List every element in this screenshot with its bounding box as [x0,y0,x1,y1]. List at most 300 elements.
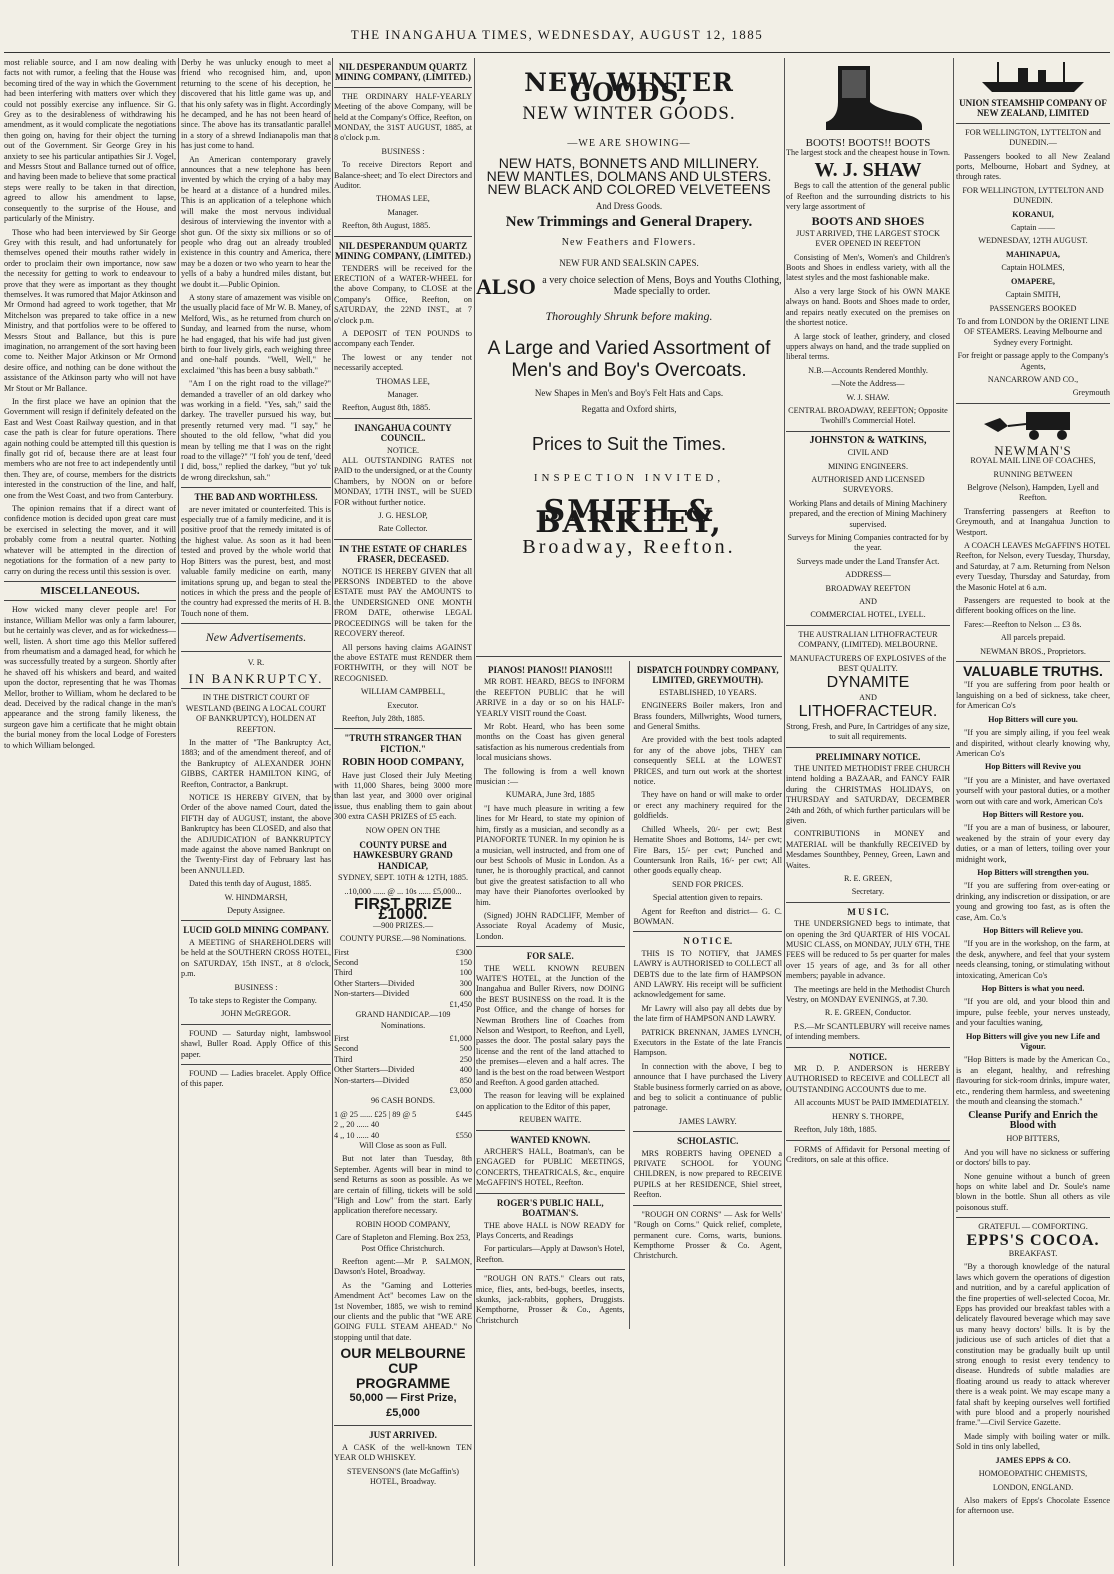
column-rule [178,58,179,1566]
notice-text: GRATEFUL — COMFORTING. [978,1222,1088,1232]
divider [476,1130,625,1131]
signature: R. E. GREEN, [844,873,892,883]
article-paragraph: An American contemporary gravely announces that a new telephone has been invented by which the crying of a baby may be heard at a distance of a hundred miles. This is an application of a telephone which will make the most nervous individual desirous of interviewing the inventor with a shot gun. Of the sixty six millions or so of people who drag out an already troubled existence in this country and America, there may be a dozen or two who yearn to hear the yells of a baby a hundred miles distant, but we doubt it.—Public Opinion. [181,154,331,289]
notice-text: THE UNITED METHODIST FREE CHURCH intend holding a BAZAAR, and FANCY FAIR during the CHRISTMAS HOLIDAYS, on THURSDAY and SATURDAY, DECEMBER 24th and 26th, of which further particulars will be given. [786,763,950,825]
lithofracteur-heading: LITHOFRACTEUR. [798,703,938,721]
scholastic-heading: SCHOLASTIC. [677,1136,739,1147]
hop-bitters-line: Hop Bitters will strengthen you. [977,867,1089,877]
ad-line: Regatta and Oxford shirts, [581,404,677,415]
divider [334,1425,472,1426]
notice-text: But not later than Tuesday, 8th September. Agents will bear in mind to send Returns as soon as possible. As we are certain of filling, tickets will be sold "High and Low" from the start. Early application therefore necessary. [334,1154,472,1216]
notice-text: NOTICE IS HEREBY GIVEN that all PERSONS INDEBTED to the above ESTATE must PAY the AMOUNTS to the UNDERSIGNED ONE MONTH FROM DATE, otherwise LEGAL PROCEEDINGS will be taken for the RECOVERY thereof. [334,566,472,639]
notice-text: Transferring passengers at Reefton to Greymouth, and at Inangahua Junction to Westport. [956,506,1110,537]
divider [786,431,950,432]
court-heading: IN THE DISTRICT COURT OF WESTLAND (BEING A LOCAL COURT OF BANKRUPTCY), HOLDEN AT REEFTON. [185,693,327,734]
notice-text: Also makers of Epps's Chocolate Essence for afternoon use. [956,1495,1110,1516]
notice-text: All accounts MUST be PAID IMMEDIATELY. [794,1098,950,1108]
newman-heading: NEWMAN'S [994,442,1072,458]
table-row [334,1065,472,1075]
notice-text: "If you are suffering from over-eating or drinking, any indiscretion or dissipation, or are young and growing too fast, as is often the case, Am. Co.'s [956,881,1110,922]
melbourne-cup-programme: PROGRAMME [355,1375,451,1392]
notice-text: CIVIL AND [847,448,889,458]
ad-line: New Shapes in Men's and Boy's Felt Hats and Caps. [534,387,724,398]
notice-text: A COACH LEAVES McGAFFIN'S HOTEL Reefton, for Nelson, every Tuesday, Thursday, and Saturday, at 7 a.m. Returning from Nelson every Tuesday, Thursday and Saturday, from the Masonic Hotel at 6 a.m. [956,541,1110,592]
notice-text: Surveys for Mining Companies contracted for by the year. [787,533,949,553]
melbourne-cup-heading: OUR MELBOURNE CUP [340,1345,466,1377]
county-purse-table [334,948,472,1000]
divider [633,1205,782,1206]
divider [181,1024,331,1025]
county-council-heading: INANGAHUA COUNTY COUNCIL. [354,422,452,444]
notice-text: Passengers are requested to book at the different booking offices on the line. [956,596,1110,616]
notice-text: PATRICK BRENNAN, JAMES LYNCH, Executors in the Estate of the late Francis Hampson. [633,1027,782,1058]
column-rule [629,661,630,1329]
table-total: £1,450 [449,999,472,1009]
notice-text: The meetings are held in the Methodist Church Vestry, on MONDAY EVENINGS, at 7.30. [786,984,950,1005]
ad-also-label: ALSO [476,273,536,299]
table-cell-label: Third [334,1054,353,1064]
table-row [334,1034,472,1044]
notice-text: ESTABLISHED, 10 YEARS. [659,687,757,697]
notice-text: RUNNING BETWEEN [993,469,1073,479]
table-row [334,948,472,958]
notice-text: THE UNDERSIGNED begs to intimate, that on opening the 3rd QUARTER of HIS VOCAL MUSIC CLASS, on MONDAY, JULY 6TH, THE FEES will be reduced to 5s per quarter for males over 15 years of age, and 3s for all other members; payable in advance. [786,919,950,981]
heading-bad-and-worthless: THE BAD AND WORTHLESS. [194,492,318,503]
grand-handicap-table [334,1034,472,1086]
hop-bitters-line: Hop Bitters will give you new Life and Vigour. [966,1031,1100,1052]
notice-text: A large stock of leather, grindery, and closed uppers always on hand, and the trade supplied on liberal terms. [786,331,950,362]
found-notice: FOUND — Ladies bracelet. Apply Office of this paper. [181,1068,331,1089]
notice-text: AND [859,597,877,607]
table-row [334,968,472,978]
notice-text: HOMOEOPATHIC CHEMISTS, [978,1469,1088,1479]
article-paragraph: A stony stare of amazement was visible on the usually placid face of Mr W. B. Maney, of Melford, Wis., as he returned from church on Sunday, and learned from the nurse, whom he had engaged, that his wife had just given birth to four lively girls, each weighing three and one-half pounds. "Well, Well," he exclaimed "this has been a busy sabbath." [181,292,331,375]
first-prize-heading: FIRST PRIZE £1000. [354,896,452,924]
business-label: BUSINESS : [381,146,425,156]
table-cell-label: Non-starters—Divided [334,989,410,999]
notice-text: WEDNESDAY, 12TH AUGUST. [978,236,1088,246]
signature: JAMES EPPS & CO. [995,1455,1071,1465]
dispatch-foundry-heading: DISPATCH FOUNDRY COMPANY, LIMITED, GREYMOUTH). [636,665,779,686]
signature-role: Manager. [387,207,419,217]
ship-name: OMAPERE, [1011,276,1055,286]
notice-text: A CASK of the well-known TEN YEAR OLD WHISKEY. [334,1442,472,1463]
column-3 [334,58,472,1566]
notice-text: The following is from a well known musician :— [476,766,625,787]
county-purse-heading: COUNTY PURSE and HAWKESBURY GRAND HANDICAP, [353,840,453,871]
notice-label: NOTICE. [386,445,420,455]
notice-text: "ROUGH ON RATS." Clears out rats, mice, flies, ants, bed-bugs, beetles, insects, skunks, jack-rabbits, gophers, Druggists. Kempthorne, Prosser & Co., Agents, Christchurch [476,1274,625,1325]
notice-text: Greymouth [1072,388,1110,398]
divider [181,1064,331,1065]
ad-line: Thoroughly Shrunk before making. [545,309,713,324]
notice-text: TENDERS will be received for the ERECTION of a WATER-WHEEL for the above Company, to CLOSE at the Company's Office, Reefton, on SATURDAY, the 22ND INST., at 7 o'clock p.m. [334,263,472,325]
robin-hood-heading: ROBIN HOOD COMPANY, [342,757,464,769]
masthead-rule [4,52,1110,53]
signature: JOHN McGREGOR. [221,1009,291,1019]
notice-text: ARCHER'S HALL, Boatman's, can be ENGAGED for PUBLIC MEETINGS, CONCERTS, THEATRICALS, &c., enquire McGAFFIN'S HOTEL, Reefton. [476,1147,625,1188]
table-cell-label: 2 ,, 20 ...... 40 [334,1120,380,1130]
notice-text: Strong, Fresh, and Pure, In Cartridges of any size, to suit all requirements. [786,721,950,742]
notice-text: HOP BITTERS, [1006,1134,1060,1144]
ship-name: MAHINAPUA, [1006,249,1060,259]
notice-text: "If you are simply ailing, if you feel weak and dispirited, without clearly knowing why, American Co's [956,728,1110,758]
signature: HENRY S. THORPE, [832,1111,904,1121]
ad-line: INSPECTION INVITED, [533,471,725,484]
notice-text: The largest stock and the cheapest house in Town. [786,148,950,158]
divider [786,747,950,748]
table-cell-label: Other Starters—Divided [334,978,415,988]
coach-icon [956,408,1110,442]
table-row [334,989,472,999]
ad-also-text: a very choice selection of Mens, Boys and Youths Clothing, Made specially to order. [542,275,782,297]
notice-text: Dated this tenth day of August, 1885. [189,879,312,889]
column-1 [4,58,176,1566]
table-cell-value: 250 [459,1054,472,1064]
table-row [334,1076,472,1086]
table-cell-label: Second [334,958,359,968]
table-cell-value: 600 [459,989,472,999]
notice-text: "ROUGH ON CORNS" — Ask for Wells' "Rough on Corns." Quick relief, complete, permanent cure. Corns, warts, bunions. Kempthorne Prosser & Co. Agent, Christchurch. [633,1209,782,1261]
section-heading-miscellaneous: MISCELLANEOUS. [40,584,140,597]
boot-icon [786,62,950,134]
table-row [334,1131,472,1141]
cash-bonds-label: 96 CASH BONDS. [371,1096,435,1106]
notice-text: Mr Lawry will also pay all debts due by the late firm of HAMPSON AND LAWRY. [633,1003,782,1024]
notice-text: P.S.—Mr SCANTLEBURY will receive names of intending members. [786,1021,950,1042]
table-cell-value: 100 [459,968,472,978]
notice-text: "If you are old, and your blood thin and impure, pulse feeble, your nerves unsteady, and your faculties waning, [956,997,1110,1028]
divider [181,651,331,652]
nil-desperandum-heading: NIL DESPERANDUM QUARTZ MINING COMPANY, (LIMITED.) [335,240,471,262]
ad-also-block [476,273,782,299]
notice-text: For freight or passage apply to the Company's Agents, [957,351,1109,371]
business-label: BUSINESS : [234,982,278,992]
notice-text: In connection with the above, I beg to announce that I have purchased the Livery Stable business formerly carried on as above, and beg to solicit a continuance of public patronage. [633,1061,782,1113]
table-cell-value: 150 [459,958,472,968]
divider [181,688,331,689]
notice-text: "If you are a man of business, or labourer, weakened by the strain of your every day duties, or a man of letters, toiling over your midnight work, [956,823,1110,864]
notice-text: Mr Robt. Heard, who has been some months on the Coast has given general satisfaction as his numerous credentials from local musicians shows. [476,722,625,763]
ad-subtitle: NEW WINTER GOODS. [522,102,736,124]
union-steamship-heading: UNION STEAMSHIP COMPANY OF NEW ZEALAND, LIMITED [959,98,1107,119]
divider [334,87,472,88]
ad-line: New Feathers and Flowers. [561,236,697,248]
divider [334,236,472,237]
lucid-heading: LUCID GOLD MINING COMPANY. [183,925,329,936]
signature-role: Deputy Assignee. [227,906,285,916]
notice-text: AND [859,692,877,702]
notice-date: Reefton, July 18th, 1885. [794,1125,877,1135]
for-sale-heading: FOR SALE. [526,951,574,962]
grand-handicap-label: GRAND HANDICAP.—109 Nominations. [355,1010,451,1030]
table-cell-label: Third [334,968,353,978]
divider [956,403,1110,404]
new-advertisements-heading: New Advertisements. [205,630,307,645]
ad-address: Broadway, Reefton. [522,536,736,559]
dynamite-heading: DYNAMITE [826,674,910,692]
table-cell-value: £445 [455,1109,472,1119]
notice-text: Captain —— [1011,223,1055,233]
notice-text: THE above HALL is NOW READY for Plays Concerts, and Readings [476,1220,625,1240]
notice-text: BROADWAY REEFTON [825,583,911,593]
lower-ads [476,661,782,1329]
notice-text: Belgrove (Nelson), Hampden, Lyell and Reefton. [967,482,1099,503]
notice-text: Consisting of Men's, Women's and Children's Boots and Shoes in endless variety, with all the latest styles and the most fashionable make. [786,252,950,283]
boots-heading: BOOTS! BOOTS!! BOOTS [805,137,931,149]
notice-text: "I have much pleasure in writing a few lines for Mr Heard, to state my opinion of him, firstly as a musician, and secondly as a PIANOFORTE TUNER. In my opinion he is a musician, well instructed, and from one of our best Schools of Music in London. As a tuner, he is thoroughly practical, and cannot but give the greatest satisfaction to all who may have their Pianofortes overlooked by him. [476,803,625,907]
notice-text: Reefton agent:—Mr P. SALMON, Dawson's Hotel, Broadway. [334,1257,472,1277]
divider [4,600,176,601]
notice-text: ROYAL MAIL LINE OF COACHES, [970,456,1096,466]
divider [786,1047,950,1048]
divider [956,1217,1110,1218]
ad-line: Prices to Suit the Times. [531,433,727,454]
signature-role: Secretary. [851,887,885,897]
table-cell-value: £1,000 [449,1033,472,1043]
bankruptcy-heading: IN BANKRUPTCY. [188,670,324,686]
pianos-heading: PIANOS! PIANOS!! PIANOS!!! [488,665,613,675]
table-cell-value: £550 [455,1130,472,1140]
notice-text: To and from LONDON by the ORIENT LINE OF STEAMERS. Leaving Melbourne and Sydney every Fortnight. [957,316,1109,347]
notice-text: Care of Stapleton and Fleming. Box 253, Post Office Christchurch. [335,1233,471,1253]
divider [334,728,472,729]
notice-text: A MEETING of SHAREHOLDERS will be held at the SOUTHERN CROSS HOTEL, on SATURDAY, 15th INST., at 8 o'clock, p.m. [181,937,331,979]
notice-text: BREAKFAST. [1008,1248,1058,1258]
table-cell-label: Second [334,1044,359,1054]
divider [334,539,472,540]
masthead [0,0,1114,58]
table-row [334,1110,472,1120]
lower-ads-left [476,661,625,1329]
article-paragraph: The opinion remains that if a direct want of confidence motion is decided upon great care must be exercised in selecting the mover, and it will probably come from a neutral quarter. Nothing whatever will be attempted in the direction of negotiations for the formation of a new party to carry on during the recess until this session is over. [4,504,176,576]
notice-text: And you will have no sickness or suffering or doctors' bills to pay. [956,1147,1110,1168]
cash-bonds-table [334,1110,472,1141]
preliminary-notice-heading: PRELIMINARY NOTICE. [815,751,921,762]
notice-text: ADDRESS— [845,570,891,580]
divider [476,656,782,657]
notice-text: CONTRIBUTIONS in MONEY and MATERIAL will be thankfully RECEIVED by Mesdames Sounthbey, Penney, Green, Lawn and Waites. [786,829,950,870]
signature: REUBEN WAITE. [519,1115,582,1125]
signature: NANCARROW AND CO., [987,374,1079,384]
table-cell-value: £300 [455,947,472,957]
county-purse-label: COUNTY PURSE.—98 Nominations. [339,934,467,944]
notice-text: "If you are suffering from poor health or languishing on a bed of sickness, take cheer, for American Co's [956,680,1110,711]
table-row [334,958,472,968]
notice-text: "If you are in the workshop, on the farm, at the desk, anywhere, and feel that your system needs cleansing, toning, or stimulating without intoxicating, American Co's [956,939,1110,980]
notice-text: MR D. P. ANDERSON is HEREBY AUTHORISED to RECEIVE and COLLECT all OUTSTANDING ACCOUNTS due to me. [786,1064,950,1094]
notice-text: MRS ROBERTS having OPENED a PRIVATE SCHOOL for YOUNG CHILDREN, is now prepared to RECEIVE PUPILS at her RESIDENCE, Shiel street, Reefton. [633,1148,782,1200]
notice-text: NOTICE IS HEREBY GIVEN, that by Order of the above named Court, dated the FIFTH day of AUGUST, instant, the above Bankruptcy has been CLOSED, and also that the ADJUDICATION of BANKRUPTCY made against the above named Bankrupt on the Twenty-First day of February last has been ANNULLED. [181,793,331,875]
notice-text: AUTHORISED AND LICENSED SURVEYORS. [811,474,925,495]
column-rule [953,58,954,1566]
table-cell-label: 1 @ 25 ...... £25 | 89 @ 5 [334,1109,417,1119]
notice-text: CENTRAL BROADWAY, REEFTON; Opposite Twohill's Commercial Hotel. [788,405,948,426]
shares-line: ..10,000 ...... @ ... 10s ...... £5,000... [344,886,462,896]
table-cell-label: First [334,1033,350,1043]
epps-cocoa-heading: EPPS'S COCOA. [966,1231,1100,1249]
valuable-truths-heading: VALUABLE TRUTHS. [963,663,1103,680]
ad-line: NEW FUR AND SEALSKIN CAPES. [559,258,699,269]
column-4 [476,58,782,1566]
article-paragraph: In the first place we have an opinion that the Government will resign if definitely defeated on the East and West Coast Railway question, and in that case the path is clear for future operations. There again nothing could be attempted till this question is finally got rid of, because there are at least four members who are not free to act independently until then. They are, of course, members for the districts interested in the construction of the line, and half, one from the West Coast, and two from Canterbury. [4,397,176,500]
notice-text: The reason for leaving will be explained on application to the Editor of this paper, [476,1091,625,1111]
divider [334,418,472,419]
shaw-name: W. J. SHAW [814,158,922,181]
divider [786,625,950,626]
notice-text: MANUFACTURERS OF EXPLOSIVES of the BEST QUALITY. [789,653,947,674]
table-cell-label: First [334,947,350,957]
signature: WILLIAM CAMPBELL, [360,687,446,697]
notice-text: STEVENSON'S (late McGaffin's) HOTEL, Broadway. [347,1466,459,1486]
notice-text: Chilled Wheels, 20/- per cwt; Best Hematite Shoes and Bottoms, 14/- per cwt; Fire Bars, 15/- per cwt; Punched and Countersunk Iron Rails, 16/- per cwt; All other goods equally cheap. [633,824,782,876]
article-paragraph: Those who had been interviewed by Sir George Grey with this result, and had unfortunately for themselves opened their mouths rather widely in order to proclaim their own importance, now saw the necessity for getting to work to endeavour to prove that they were as important as they thought themselves. It was rumored that Major Atkinson and Mr Ormond had agreed to work together, that Mr Mitchelson was prepared to take office in a new Ministry, and that portfolios were to be offered to Messrs Stout and Ballance, but this is pure imagination, no arrangement of the sort having been come to. Neither Major Atkinson or Mr Ormond desire office, and nothing can be done without the assistance of the Atkinson party who will not have Mr Stout or Mr Ballance. [4,227,176,393]
notice-text: Passengers booked to all New Zealand ports, Melbourne, Hobart and Sydney, at through rates. [956,151,1110,182]
hop-bitters-line: Hop Bitters will Restore you. [982,809,1084,819]
notice-text: THE ORDINARY HALF-YEARLY Meeting of the above Company, will be held at the Company's Office, Reefton, on MONDAY, the 31ST AUGUST, 1885, at 8 o'clock p.m. [334,91,472,143]
notice-text: All persons having claims AGAINST the above ESTATE must RENDER them FORTHWITH, or they will NOT be RECOGNISED. [334,642,472,683]
ad-line: And Dress Goods. [595,200,663,211]
notice-text: (Signed) JOHN RADCLIFF, Member of Associate Royal Academy of Music, London. [476,910,625,941]
notice-text: COMMERCIAL HOTEL, LYELL. [810,610,926,620]
notice-text: ALL OUTSTANDING RATES not PAID to the undersigned, or at the County Chambers, by NOON on or before MONDAY, 17TH INST., will be SUED FOR without further notice. [334,456,472,507]
notice-text: "Hop Bitters is made by the American Co., is an elegant, healthy, and refreshing flavouring for sick-room drinks, impure water, etc., rendering them harmless, and sweetening the mouth and cleansing the stomach." [956,1055,1110,1107]
divider [181,487,331,488]
column-2 [181,58,331,1566]
notice-text: Fares:—Reefton to Nelson ... £3 8s. [964,619,1082,629]
signature: W. HINDMARSH, [224,892,288,902]
found-notice: FOUND — Saturday night, lambswool shawl, Buller Road. Apply Office of this paper. [181,1028,331,1059]
table-total: £3,000 [449,1085,472,1095]
table-cell-value: 300 [459,978,472,988]
ad-title: NEW WINTER GOODS, [524,68,734,108]
music-heading: M U S I C. [847,906,889,917]
table-row [334,1120,472,1130]
signature: R. E. GREEN, Conductor. [824,1008,912,1018]
divider [4,581,176,582]
article-paragraph: most reliable source, and I am now dealing with facts not with rumor, a feeling that the House was becoming tired of the way in which the Government had been interfering with matters over which they could not possibly exercise any influence. Sir G. Grey as to the desirableness of withdrawing his amendment, as it would complicate the negotiations then going on, having for their object the turning out of the Government. Sir George Grey in his anxiety to see his particular antipathies Sir J. Vogel, and Messrs Stout and Ballance turned out of office, and having been made to believe that some practical steps were really to be taken in that direction, agreed to allow his amendment to lapse, consequently to the surprise of the House, and particularly of the Ministry. [4,58,176,224]
ad-line: NEW BLACK AND COLORED VELVETEENS [487,181,771,198]
divider [786,902,950,903]
notice-text: Are provided with the best tools adapted for any of the above jobs, THEY can consequently SELL at the LOWEST PRICES, and turn out work at the shortest notice. [633,735,782,787]
article-paragraph: How wicked many clever people are! For instance, William Mellor was only a farm labourer, but he certainly was clever, and as for wickedness—well, listen. A short time ago this Mellor suffered from rheumatism and a damaged head, for which he was successfully treated by a surgeon. Shortly after he shaved off his whiskers and beard, and waited upon the doctor, representing that he was Thomas Mellor, brother to William, whom he declared to be dead. Deceived by the radical change in the man's appearance and the strong family likeness, the surgeon gave him a certificate that he might obtain the burial money from the local Lodge of Foresters to which William belonged. [4,605,176,750]
crown-mark: V. R. [247,657,265,667]
masthead-title: THE INANGAHUA TIMES, WEDNESDAY, AUGUST 12, 1885 [350,27,764,42]
notice-date: Reefton, August 8th, 1885. [342,403,431,413]
divider [476,1269,625,1270]
divider [181,920,331,921]
notice-text: "By a thorough knowledge of the natural laws which govern the operations of digestion and nutrition, and by a careful application of the fine properties of well-selected Cocoa, Mr. Epps has provided our breakfast tables with a delicately flavoured beverage which may save us many heavy doctors' bills. It is by the judicious use of such articles of diet that a constitution may be gradually built up until strong enough to resist every tendency to disease. Hundreds of subtle maladies are floating around us ready to attack wherever there is a weak point. We may escape many a fatal shaft by keeping ourselves well fortified with pure blood and a properly nourished frame."—Civil Service Gazette. [956,1262,1110,1428]
notice-heading: NOTICE. [849,1051,887,1062]
divider [786,1140,950,1141]
divider [633,931,782,932]
notice-text: FORMS of Affidavit for Personal meeting of Creditors, on sale at this office. [786,1144,950,1164]
nil-desperandum-heading: NIL DESPERANDUM QUARTZ MINING COMPANY, (LIMITED.) [335,62,471,83]
signature: JAMES LAWRY. [678,1116,737,1126]
divider [956,123,1110,124]
notice-text: KUMARA, June 3rd, 1885 [505,790,595,800]
winter-goods-ad [476,58,782,652]
signature-role: Rate Collector. [378,524,428,534]
notice-text: FOR WELLINGTON, LYTTELTON and DUNEDIN.— [965,127,1101,148]
divider [956,661,1110,662]
ad-line: A Large and Varied Assortment of Men's and Boy's Overcoats. [487,337,771,381]
column-5 [786,58,950,1566]
notice-text: THIS IS TO NOTIFY, that JAMES LAWRY is AUTHORISED to COLLECT all DEBTS due to the late firm of HAMPSON AND LAWRY. His receipt will be sufficient acknowledgement for same. [633,948,782,1000]
hop-bitters-line: Cleanse Purify and Enrich the Blood with [968,1109,1098,1131]
truth-heading: "TRUTH STRANGER THAN FICTION." [344,733,462,754]
signature: ROBIN HOOD COMPANY, [355,1219,451,1229]
notice-text: The lowest or any tender not necessarily accepted. [334,352,472,373]
notice-text: To receive Directors Report and Balance-sheet; and To elect Directors and Auditor. [334,160,472,191]
notice-date: Reefton, 8th August, 1885. [342,221,431,231]
notice-text: To take steps to Register the Company. [189,995,317,1005]
notice-text: None genuine without a bunch of green hops on white label and Dr. Soule's name blown in the bottle. Shun all others as vile poisonous stuff. [956,1171,1110,1212]
signature: J. G. HESLOP, [378,511,428,521]
notice-text: LONDON, ENGLAND. [992,1482,1074,1492]
notice-text: MINING ENGINEERS. [827,461,909,471]
notice-text: JUST ARRIVED, THE LARGEST STOCK EVER OPENED IN REEFTON [796,228,940,249]
notice-text: "If you are a Minister, and have overtaxed yourself with your pastoral duties, or a mother worn out with care and work, American Co's [956,775,1110,806]
notice-text: Made simply with boiling water or milk. Sold in tins only labelled, [956,1431,1110,1452]
notice-text: A DEPOSIT of TEN POUNDS to accompany each Tender. [334,328,472,349]
notice-text: All parcels prepaid. [1000,633,1066,643]
wanted-known-heading: WANTED KNOWN. [510,1134,591,1145]
notice-text: They have on hand or will make to order or erect any machinery required for the goldfields. [633,790,782,821]
article-paragraph: are never imitated or counterfeited. This is especially true of a family medicine, and it is positive proof that the remedy imitated is of the highest value. As soon as it had been tested and proved by the whole world that Hop Bitters was the purest, best, and most valuable family medicine on earth, many imitations sprung up, and began to steal the notices in which the press and the people of the country had expressed the merits of H. B. Touch none of them. [181,504,331,618]
table-cell-label: 4 ,, 10 ...... 40 [334,1130,380,1140]
notice-text: SYDNEY, SEPT. 10TH & 12TH, 1885. [337,873,469,883]
column-rule [332,58,333,1566]
table-cell-value: 400 [459,1065,472,1075]
notice-text: ENGINEERS Boiler makers, Iron and Brass founders, Millwrights, Wood turners, and General Smiths. [633,701,782,732]
notice-text: SEND FOR PRICES. [672,879,744,889]
hop-bitters-line: Hop Bitters is what you need. [981,984,1085,994]
notice-text: Working Plans and details of Mining Machinery prepared, and the erection of Mining Machinery supervised. [788,498,948,529]
rogers-hall-heading: ROGER'S PUBLIC HALL, BOATMAN'S. [496,1197,604,1219]
notice-text: Also a very large Stock of his OWN MAKE always on hand. Boots and Shoes made to order, and repairs neatly executed on the premises on the shortest notice. [786,286,950,328]
notice-text: For particulars—Apply at Dawson's Hotel, Reefton. [476,1244,625,1264]
table-row [334,1044,472,1054]
notice-text: THE WELL KNOWN REUBEN WAITE'S HOTEL, at the Junction of the Inangahua and Buller Rivers, now DOING the BEST BUSINESS on the road. It is the Post Office, and the change of horses for Newman Brothers line of Coaches from Nelson and Westport, to Reefton, and Lyell, passes the door. The postal salary pays the license and the rent of the land attached to the premises—eleven and a half acres. The land is the best on the road between Westport and Reefton. A good garden attached. [476,963,625,1088]
ad-line: NEW HATS, BONNETS AND MILLINERY. [498,154,760,171]
signature: W. J. SHAW. [846,392,890,402]
notice-heading: N O T I C E. [683,936,733,947]
notice-text: THE AUSTRALIAN LITHOFRACTEUR COMPANY, (LIMITED). MELBOURNE. [798,629,938,650]
signature-role: Executor. [387,700,419,710]
table-cell-value: 850 [459,1075,472,1085]
estate-heading: IN THE ESTATE OF CHARLES FRASER, DECEASED. [339,543,467,565]
notice-text: MR ROBT. HEARD, BEGS to INFORM the REEFTON PUBLIC that he will ARRIVE in a day or so on his HALF-YEARLY VISIT round the Coast. [476,677,625,718]
hop-bitters-line: Hop Bitters will cure you. [988,714,1078,724]
notice-text: As the "Gaming and Lotteries Amendment Act" becomes Law on the 1st November, 1885, we wish to remind our clients and the public that "WE ARE GOING FULL STEAM AHEAD." No stopping until that date. [334,1280,472,1342]
notice-text: Begs to call the attention of the general public of Reefton and the surrounding districts to his very large assortment of [786,181,950,212]
notice-text: —Note the Address— [831,379,905,389]
signature: THOMAS LEE, [376,376,430,386]
hop-bitters-line: Hop Bitters will Relieve you. [983,926,1083,935]
ship-name: KORANUI, [1012,209,1054,219]
signature-role: Manager. [387,389,419,399]
boots-shoes-heading: BOOTS AND SHOES [811,214,925,229]
ad-firm-name: SMITH & BARKLEY, [535,494,723,540]
notice-text: Surveys made under the Land Transfer Act. [796,556,940,566]
ad-line: New Trimmings and General Drapery. [505,214,753,231]
steamship-icon [956,60,1110,94]
notice-text: Have just Closed their July Meeting with 11,000 Shares, being 3000 more than last year, and 3000 over original issue, thus enabling them to gain about 300 extra CASH PRIZES of £5 each. [334,770,472,822]
notice-date: Reefton, July 28th, 1885. [342,713,425,723]
prizes-count: —900 PRIZES.— [372,920,434,930]
signature: NEWMAN BROS., Proprietors. [980,646,1086,656]
